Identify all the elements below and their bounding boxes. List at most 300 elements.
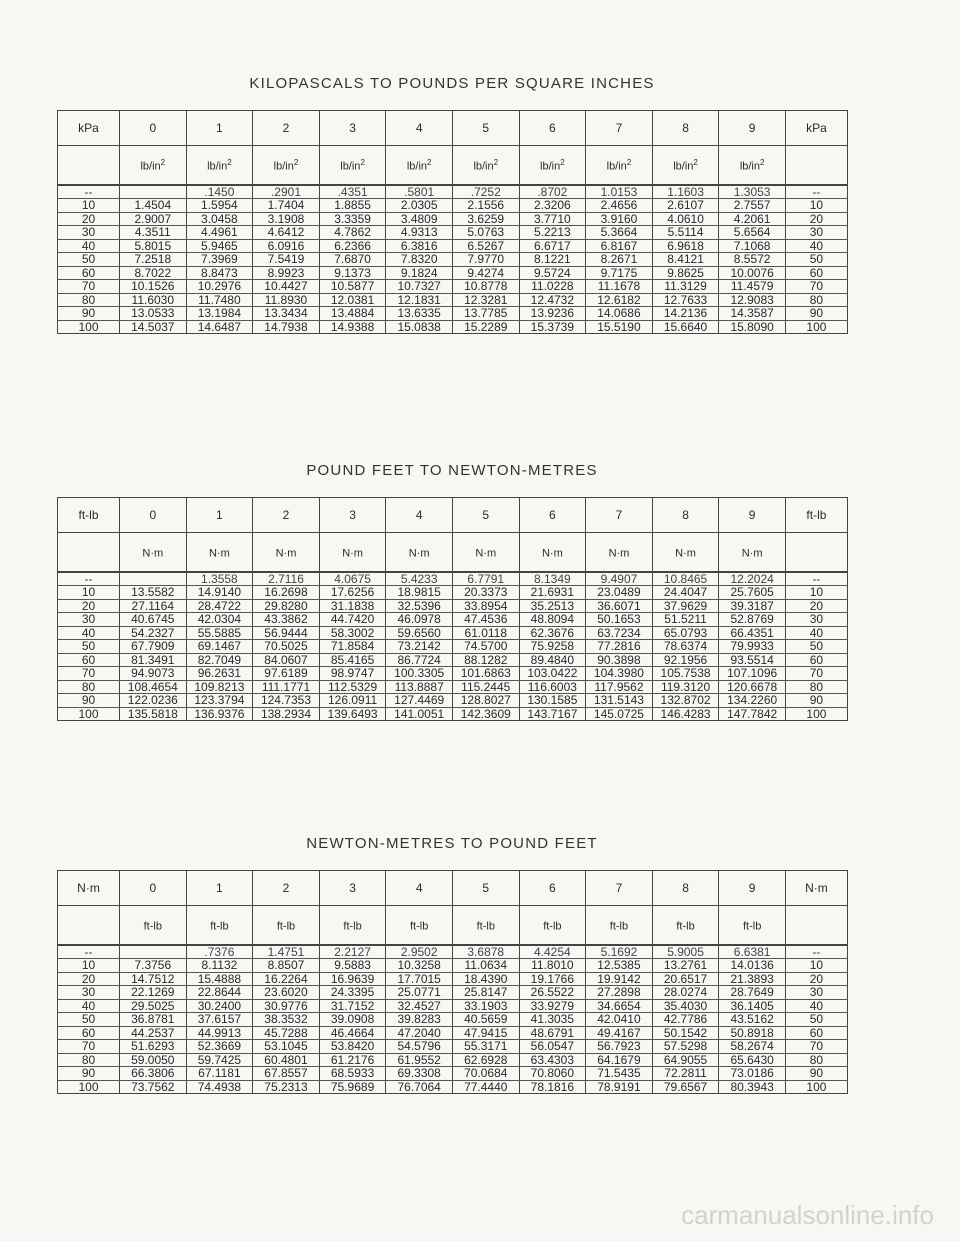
table-cell: 62.3676: [519, 626, 586, 640]
table-cell: 69.3308: [386, 1067, 453, 1081]
table-cell: 36.6071: [586, 599, 653, 613]
table-cell: .4351: [319, 185, 386, 199]
table-cell: 66.3806: [120, 1067, 187, 1081]
unit-label: $lb/in^2$: [519, 146, 586, 185]
table-cell: 11.1678: [586, 280, 653, 294]
table-cell: 68.5933: [319, 1067, 386, 1081]
table-cell: 3.3359: [319, 212, 386, 226]
column-header: 2: [253, 871, 320, 906]
table-cell: 59.7425: [186, 1053, 253, 1067]
table-cell: 123.3794: [186, 694, 253, 708]
table-cell: 33.1903: [452, 999, 519, 1013]
table-cell: 42.0304: [186, 613, 253, 627]
header-row: [58, 498, 848, 533]
row-label: --: [58, 945, 120, 959]
table-row: [58, 1053, 848, 1067]
table-cell: 74.4938: [186, 1080, 253, 1094]
row-label: 50: [58, 1013, 120, 1027]
table-cell: 10.2976: [186, 280, 253, 294]
table-cell: 117.9562: [586, 680, 653, 694]
table-cell: 4.3511: [120, 226, 187, 240]
table-row: [58, 572, 848, 586]
row-label-end: 80: [785, 680, 847, 694]
table-cell: 14.0136: [719, 959, 786, 973]
table-cell: 113.8887: [386, 680, 453, 694]
table-row: [58, 680, 848, 694]
column-header: 4: [386, 871, 453, 906]
table-cell: 6.3816: [386, 239, 453, 253]
column-header: 8: [652, 871, 719, 906]
table-cell: 80.3943: [719, 1080, 786, 1094]
row-label: 20: [58, 599, 120, 613]
row-label-end: 40: [785, 999, 847, 1013]
table-cell: 25.0771: [386, 986, 453, 1000]
watermark: carmanualsonline.info: [681, 1200, 934, 1230]
table-cell: 134.2260: [719, 694, 786, 708]
column-header: 7: [586, 111, 653, 146]
table-cell: 1.1603: [652, 185, 719, 199]
table-cell: 96.2631: [186, 667, 253, 681]
table-cell: 13.4884: [319, 307, 386, 321]
table-cell: 9.7175: [586, 266, 653, 280]
table-cell: 4.7862: [319, 226, 386, 240]
row-label: 100: [58, 1080, 120, 1094]
table-cell: 11.8010: [519, 959, 586, 973]
table-cell: .5801: [386, 185, 453, 199]
unit-label: N·m: [652, 533, 719, 572]
table-cell: 142.3609: [452, 707, 519, 721]
table-cell: 93.5514: [719, 653, 786, 667]
row-label: 80: [58, 680, 120, 694]
column-header: 7: [586, 871, 653, 906]
column-header: 3: [319, 498, 386, 533]
unit-label: $lb/in^2$: [586, 146, 653, 185]
table-cell: 6.2366: [319, 239, 386, 253]
table-cell: .2901: [253, 185, 320, 199]
table-row: [58, 1067, 848, 1081]
table-cell: 36.1405: [719, 999, 786, 1013]
table-cell: 15.8090: [719, 320, 786, 334]
table-cell: 76.7064: [386, 1080, 453, 1094]
row-label-end: 50: [785, 640, 847, 654]
column-header: 7: [586, 498, 653, 533]
table-cell: 46.4664: [319, 1026, 386, 1040]
unit-label: ft-lb: [519, 906, 586, 945]
units-row: [58, 906, 848, 945]
header-row: [58, 111, 848, 146]
table-cell: 33.8954: [452, 599, 519, 613]
table-cell: 69.1467: [186, 640, 253, 654]
table-row: [58, 266, 848, 280]
table-cell: 72.2811: [652, 1067, 719, 1081]
table-cell: 6.6717: [519, 239, 586, 253]
column-header: 9: [719, 871, 786, 906]
table-cell: 52.3669: [186, 1040, 253, 1054]
row-label-end: 50: [785, 253, 847, 267]
table-cell: 82.7049: [186, 653, 253, 667]
table-cell: 59.0050: [120, 1053, 187, 1067]
row-label-end: 10: [785, 199, 847, 213]
table-cell: 10.8778: [452, 280, 519, 294]
table-cell: 50.1542: [652, 1026, 719, 1040]
table-cell: 22.8644: [186, 986, 253, 1000]
table-cell: 5.5114: [652, 226, 719, 240]
column-header: 9: [719, 111, 786, 146]
row-label-end: 100: [785, 1080, 847, 1094]
table-cell: 8.7022: [120, 266, 187, 280]
table-cell: 11.8930: [253, 293, 320, 307]
table-cell: 105.7538: [652, 667, 719, 681]
table-cell: 10.1526: [120, 280, 187, 294]
row-label: 90: [58, 1067, 120, 1081]
table-cell: 13.6335: [386, 307, 453, 321]
table-cell: [120, 945, 187, 959]
table-cell: 4.0675: [319, 572, 386, 586]
row-label-end: --: [785, 185, 847, 199]
table-cell: 8.8473: [186, 266, 253, 280]
table-cell: 13.0533: [120, 307, 187, 321]
table-cell: 54.2327: [120, 626, 187, 640]
table-cell: 57.5298: [652, 1040, 719, 1054]
table-cell: 58.2674: [719, 1040, 786, 1054]
table-row: [58, 972, 848, 986]
table-cell: 13.1984: [186, 307, 253, 321]
table-cell: 60.4801: [253, 1053, 320, 1067]
row-label: 80: [58, 1053, 120, 1067]
table-cell: 84.0607: [253, 653, 320, 667]
row-label-end: 60: [785, 653, 847, 667]
table-row: [58, 320, 848, 334]
table-cell: 78.6374: [652, 640, 719, 654]
table-cell: 89.4840: [519, 653, 586, 667]
table-cell: 6.8167: [586, 239, 653, 253]
table-cell: 12.6182: [586, 293, 653, 307]
row-label-end: 80: [785, 293, 847, 307]
table-cell: 90.3898: [586, 653, 653, 667]
table-cell: 61.9552: [386, 1053, 453, 1067]
table-row: [58, 212, 848, 226]
table-cell: 30.2400: [186, 999, 253, 1013]
table-cell: 39.0908: [319, 1013, 386, 1027]
table-cell: 112.5329: [319, 680, 386, 694]
table-cell: 21.6931: [519, 586, 586, 600]
column-header: 1: [186, 871, 253, 906]
table-cell: 62.6928: [452, 1053, 519, 1067]
table-row: [58, 626, 848, 640]
row-label-end: --: [785, 572, 847, 586]
table-cell: 14.9140: [186, 586, 253, 600]
table-cell: 9.5724: [519, 266, 586, 280]
table-row: [58, 986, 848, 1000]
row-label-end: 100: [785, 320, 847, 334]
table-cell: 3.9160: [586, 212, 653, 226]
table-cell: 23.6020: [253, 986, 320, 1000]
unit-label: ft-lb: [452, 906, 519, 945]
table-cell: 64.1679: [586, 1053, 653, 1067]
table-cell: 28.7649: [719, 986, 786, 1000]
table-cell: 3.0458: [186, 212, 253, 226]
corner-label: ft-lb: [58, 498, 120, 533]
row-label-end: 10: [785, 586, 847, 600]
table-cell: 11.0634: [452, 959, 519, 973]
row-label: 20: [58, 972, 120, 986]
table-cell: 27.2898: [586, 986, 653, 1000]
table-cell: 4.4254: [519, 945, 586, 959]
corner-label: N·m: [58, 871, 120, 906]
table-cell: 79.9933: [719, 640, 786, 654]
table-cell: 73.0186: [719, 1067, 786, 1081]
table-cell: 67.8557: [253, 1067, 320, 1081]
table-cell: 42.0410: [586, 1013, 653, 1027]
row-label: 10: [58, 199, 120, 213]
blank-cell: [58, 906, 120, 945]
table-cell: 73.2142: [386, 640, 453, 654]
row-label: 50: [58, 640, 120, 654]
table-cell: 7.5419: [253, 253, 320, 267]
table-cell: 53.1045: [253, 1040, 320, 1054]
table-cell: 7.9770: [452, 253, 519, 267]
row-label: 60: [58, 1026, 120, 1040]
table-cell: 116.6003: [519, 680, 586, 694]
table-cell: 12.4732: [519, 293, 586, 307]
row-label: 90: [58, 694, 120, 708]
table-cell: 19.1766: [519, 972, 586, 986]
table-cell: 28.4722: [186, 599, 253, 613]
unit-label: ft-lb: [586, 906, 653, 945]
table-cell: 37.9629: [652, 599, 719, 613]
table-cell: 88.1282: [452, 653, 519, 667]
table-cell: 11.4579: [719, 280, 786, 294]
column-header: 3: [319, 111, 386, 146]
table-cell: 12.3281: [452, 293, 519, 307]
table-cell: 26.5522: [519, 986, 586, 1000]
table-cell: 56.9444: [253, 626, 320, 640]
table-cell: .8702: [519, 185, 586, 199]
table-cell: 40.6745: [120, 613, 187, 627]
unit-label: $lb/in^2$: [386, 146, 453, 185]
header-row: [58, 871, 848, 906]
table-cell: 24.4047: [652, 586, 719, 600]
table-cell: 58.3002: [319, 626, 386, 640]
table-cell: 7.3969: [186, 253, 253, 267]
table-cell: 15.2289: [452, 320, 519, 334]
unit-label: N·m: [319, 533, 386, 572]
column-header: 0: [120, 498, 187, 533]
table-cell: 14.3587: [719, 307, 786, 321]
table-cell: 27.1164: [120, 599, 187, 613]
row-label-end: 80: [785, 1053, 847, 1067]
table-cell: 1.4751: [253, 945, 320, 959]
table-cell: 35.4030: [652, 999, 719, 1013]
table-cell: 75.2313: [253, 1080, 320, 1094]
table-cell: 4.2061: [719, 212, 786, 226]
nm-to-ftlb-section: [57, 834, 847, 1094]
column-header: 2: [253, 111, 320, 146]
table-cell: 47.9415: [452, 1026, 519, 1040]
row-label-end: 60: [785, 266, 847, 280]
table-cell: 2.2127: [319, 945, 386, 959]
table-cell: .7252: [452, 185, 519, 199]
table-cell: 5.6564: [719, 226, 786, 240]
row-label: 40: [58, 626, 120, 640]
table-cell: 1.4504: [120, 199, 187, 213]
table-cell: 4.6412: [253, 226, 320, 240]
table-cell: 81.3491: [120, 653, 187, 667]
table-cell: 55.3171: [452, 1040, 519, 1054]
table-cell: 41.3035: [519, 1013, 586, 1027]
table-cell: 9.1824: [386, 266, 453, 280]
table-cell: 78.1816: [519, 1080, 586, 1094]
section-title: NEWTON-METRES TO POUND FEET: [306, 835, 598, 852]
table-cell: 7.6870: [319, 253, 386, 267]
table-cell: 65.6430: [719, 1053, 786, 1067]
table-cell: 122.0236: [120, 694, 187, 708]
table-row: [58, 185, 848, 199]
table-cell: 111.1771: [253, 680, 320, 694]
unit-label: N·m: [120, 533, 187, 572]
table-cell: 64.9055: [652, 1053, 719, 1067]
table-cell: 12.1831: [386, 293, 453, 307]
table-cell: 55.5885: [186, 626, 253, 640]
table-cell: 11.0228: [519, 280, 586, 294]
table-cell: 3.6878: [452, 945, 519, 959]
conversion-table: [57, 497, 848, 721]
blank-cell: [785, 906, 847, 945]
table-cell: 131.5143: [586, 694, 653, 708]
column-header: 1: [186, 498, 253, 533]
table-cell: 50.8918: [719, 1026, 786, 1040]
table-cell: 120.6678: [719, 680, 786, 694]
table-cell: 7.1068: [719, 239, 786, 253]
table-cell: 5.4233: [386, 572, 453, 586]
table-cell: 14.7512: [120, 972, 187, 986]
table-cell: 70.8060: [519, 1067, 586, 1081]
table-cell: 126.0911: [319, 694, 386, 708]
column-header: 6: [519, 871, 586, 906]
table-cell: 63.4303: [519, 1053, 586, 1067]
table-cell: 8.8507: [253, 959, 320, 973]
row-label: 30: [58, 986, 120, 1000]
table-cell: 94.9073: [120, 667, 187, 681]
unit-label: ft-lb: [186, 906, 253, 945]
row-label-end: --: [785, 945, 847, 959]
table-cell: 43.3862: [253, 613, 320, 627]
table-cell: 128.8027: [452, 694, 519, 708]
table-cell: 17.6256: [319, 586, 386, 600]
table-cell: 11.7480: [186, 293, 253, 307]
table-cell: 29.5025: [120, 999, 187, 1013]
row-label-end: 100: [785, 707, 847, 721]
table-cell: 130.1585: [519, 694, 586, 708]
table-cell: 20.6517: [652, 972, 719, 986]
row-label-end: 90: [785, 307, 847, 321]
table-cell: 16.2698: [253, 586, 320, 600]
table-cell: 2.9502: [386, 945, 453, 959]
table-cell: 146.4283: [652, 707, 719, 721]
table-cell: 25.7605: [719, 586, 786, 600]
table-cell: 42.7786: [652, 1013, 719, 1027]
row-label-end: 50: [785, 1013, 847, 1027]
row-label: 20: [58, 212, 120, 226]
unit-label: ft-lb: [386, 906, 453, 945]
column-header: 6: [519, 111, 586, 146]
column-header: 0: [120, 871, 187, 906]
table-cell: 14.9388: [319, 320, 386, 334]
table-cell: 18.4390: [452, 972, 519, 986]
table-cell: 38.3532: [253, 1013, 320, 1027]
unit-label: $lb/in^2$: [120, 146, 187, 185]
table-cell: 52.8769: [719, 613, 786, 627]
table-cell: 5.2213: [519, 226, 586, 240]
table-cell: 13.3434: [253, 307, 320, 321]
units-row: [58, 146, 848, 185]
table-cell: 71.5435: [586, 1067, 653, 1081]
table-cell: 74.5700: [452, 640, 519, 654]
table-cell: 141.0051: [386, 707, 453, 721]
table-row: [58, 280, 848, 294]
column-header: 2: [253, 498, 320, 533]
table-cell: 3.4809: [386, 212, 453, 226]
table-cell: 8.4121: [652, 253, 719, 267]
table-cell: 11.3129: [652, 280, 719, 294]
unit-label: N·m: [186, 533, 253, 572]
table-cell: 100.3305: [386, 667, 453, 681]
table-cell: 15.3739: [519, 320, 586, 334]
table-cell: 11.6030: [120, 293, 187, 307]
table-row: [58, 253, 848, 267]
table-row: [58, 694, 848, 708]
table-cell: 6.9618: [652, 239, 719, 253]
table-cell: 44.9913: [186, 1026, 253, 1040]
units-row: [58, 533, 848, 572]
table-cell: 32.5396: [386, 599, 453, 613]
table-cell: 143.7167: [519, 707, 586, 721]
table-cell: 4.0610: [652, 212, 719, 226]
row-label-end: 60: [785, 1026, 847, 1040]
column-header: 9: [719, 498, 786, 533]
table-cell: 35.2513: [519, 599, 586, 613]
row-label: 100: [58, 707, 120, 721]
table-cell: 20.3373: [452, 586, 519, 600]
table-cell: 73.7562: [120, 1080, 187, 1094]
table-cell: 108.4654: [120, 680, 187, 694]
row-label: 50: [58, 253, 120, 267]
table-row: [58, 945, 848, 959]
table-cell: 5.9465: [186, 239, 253, 253]
blank-cell: [58, 146, 120, 185]
table-cell: 10.5877: [319, 280, 386, 294]
table-cell: 16.9639: [319, 972, 386, 986]
table-cell: 97.6189: [253, 667, 320, 681]
unit-label: ft-lb: [253, 906, 320, 945]
table-row: [58, 239, 848, 253]
table-cell: 12.7633: [652, 293, 719, 307]
table-cell: 135.5818: [120, 707, 187, 721]
table-cell: 138.2934: [253, 707, 320, 721]
unit-label: N·m: [586, 533, 653, 572]
table-cell: 43.5162: [719, 1013, 786, 1027]
table-cell: 59.6560: [386, 626, 453, 640]
unit-label: $lb/in^2$: [186, 146, 253, 185]
table-cell: 45.7288: [253, 1026, 320, 1040]
table-cell: 104.3980: [586, 667, 653, 681]
table-cell: 8.2671: [586, 253, 653, 267]
table-cell: 50.1653: [586, 613, 653, 627]
row-label-end: 30: [785, 986, 847, 1000]
table-cell: 103.0422: [519, 667, 586, 681]
table-cell: 54.5796: [386, 1040, 453, 1054]
table-cell: 3.7710: [519, 212, 586, 226]
